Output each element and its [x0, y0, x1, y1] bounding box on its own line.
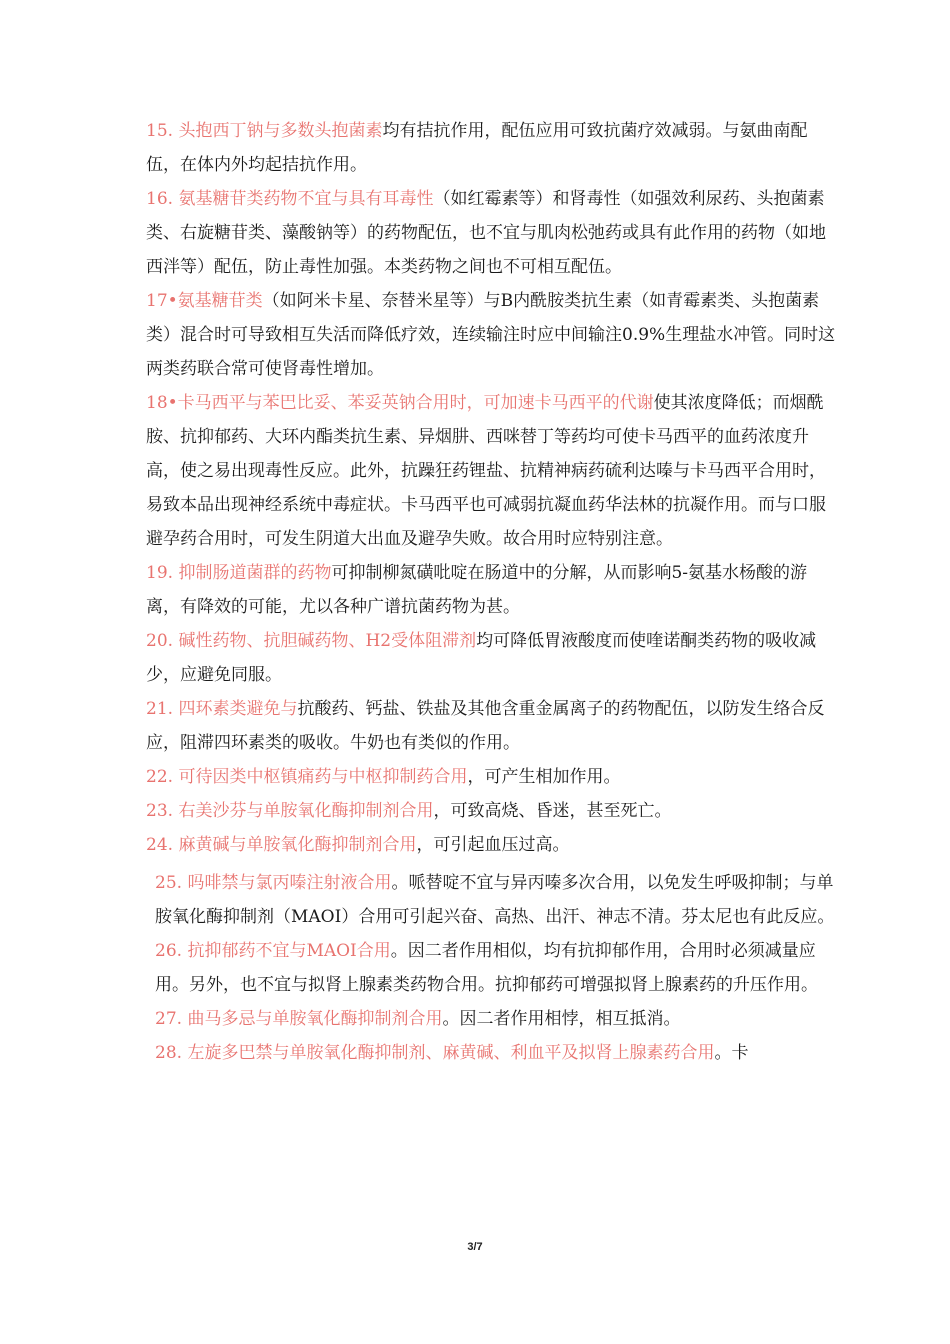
paragraph-20-text: 均可降低胃液酸度而使喹诺酮类药物的吸收减少，应避免同服。	[146, 631, 817, 685]
paragraph-28-text: 。卡	[714, 1043, 749, 1063]
paragraph-17-highlight: 17•氨基糖苷类	[146, 291, 263, 311]
paragraph-24-highlight: 24. 麻黄碱与单胺氧化酶抑制剂合用	[146, 835, 417, 855]
paragraph-28-highlight: 28. 左旋多巴禁与单胺氧化酶抑制剂、麻黄碱、利血平及拟肾上腺素药合用	[155, 1043, 715, 1063]
paragraph-25-highlight: 25. 吗啡禁与氯丙嗪注射液合用	[155, 873, 392, 893]
paragraph-20	[146, 624, 836, 692]
paragraph-26	[146, 934, 836, 1002]
paragraph-18-text: 使其浓度降低；而烟酰胺、抗抑郁药、大环内酯类抗生素、异烟肼、西咪替丁等药均可使卡马西平的血药浓度升高，使之易出现毒性反应。此外，抗躁狂药锂盐、抗精神病药硫利达嗪与卡马西平合用时，易致本品出现神经系统中毒症状。卡马西平也可减弱抗凝血药华法林的抗凝作用。而与口服避孕药合用时，可发生阴道大出血及避孕失败。故合用时应特别注意。	[146, 393, 826, 549]
paragraph-15-text: 均有拮抗作用，配伍应用可致抗菌疗效减弱。与氨曲南配伍，在体内外均起拮抗作用。	[146, 121, 808, 175]
paragraph-23	[146, 794, 836, 828]
paragraph-21-text: 抗酸药、钙盐、铁盐及其他含重金属离子的药物配伍，以防发生络合反应，阻滞四环素类的吸收。牛奶也有类似的作用。	[146, 699, 825, 753]
paragraph-17	[146, 284, 836, 386]
paragraph-24-text: ，可引起血压过高。	[416, 835, 570, 855]
paragraph-19-highlight: 19. 抑制肠道菌群的药物	[146, 563, 332, 583]
paragraph-24	[146, 828, 836, 862]
paragraph-27-text: 。因二者作用相悖，相互抵消。	[442, 1009, 681, 1029]
paragraph-15	[146, 114, 836, 182]
page-number: 3/7	[467, 1241, 483, 1253]
paragraph-16	[146, 182, 836, 284]
paragraph-19	[146, 556, 836, 624]
paragraph-21	[146, 692, 836, 760]
paragraph-22-text: ，可产生相加作用。	[467, 767, 621, 787]
paragraph-27	[146, 1002, 836, 1036]
paragraph-26-text: 。因二者作用相似，均有抗抑郁作用，合用时必须减量应用。另外，也不宜与拟肾上腺素类药物合用。抗抑郁药可增强拟肾上腺素药的升压作用。	[155, 941, 818, 995]
paragraph-25-text: 。哌替啶不宜与异丙嗪多次合用，以免发生呼吸抑制；与单胺氧化酶抑制剂（MAOI）合用可引起兴奋、高热、出汗、神志不清。芬太尼也有此反应。	[155, 873, 835, 927]
paragraph-27-highlight: 27. 曲马多忌与单胺氧化酶抑制剂合用	[155, 1009, 443, 1029]
paragraph-16-highlight: 16. 氨基糖苷类药物不宜与具有耳毒性	[146, 189, 434, 209]
paragraph-17-text: （如阿米卡星、奈替米星等）与B内酰胺类抗生素（如青霉素类、头抱菌素类）混合时可导致相互失活而降低疗效，连续输注时应中间输注0.9%生理盐水冲管。同时这两类药联合常可使肾毒性增加。	[146, 291, 836, 379]
paragraph-20-highlight: 20. 碱性药物、抗胆碱药物、H2受体阻滞剂	[146, 631, 477, 651]
paragraph-28	[146, 1036, 836, 1070]
paragraph-16-text: （如红霉素等）和肾毒性（如强效利尿药、头抱菌素类、右旋糖苷类、藻酸钠等）的药物配伍，也不宜与肌肉松弛药或具有此作用的药物（如地西泮等）配伍，防止毒性加强。本类药物之间也不可相互配伍。	[146, 189, 826, 277]
paragraph-19-text: 可抑制柳氮磺吡啶在肠道中的分解，从而影响5-氨基水杨酸的游离，有降效的可能，尤以各种广谱抗菌药物为甚。	[146, 563, 808, 617]
paragraph-22-highlight: 22. 可待因类中枢镇痛药与中枢抑制药合用	[146, 767, 468, 787]
paragraph-23-highlight: 23. 右美沙芬与单胺氧化酶抑制剂合用	[146, 801, 434, 821]
paragraph-18	[146, 386, 836, 556]
paragraph-22	[146, 760, 836, 794]
paragraph-15-highlight: 15. 头抱西丁钠与多数头抱菌素	[146, 121, 383, 141]
paragraph-26-highlight: 26. 抗抑郁药不宜与MAOI合用	[155, 941, 391, 961]
paragraph-23-text: ，可致高烧、昏迷，甚至死亡。	[433, 801, 672, 821]
document-body	[146, 114, 836, 1070]
paragraph-18-highlight: 18•卡马西平与苯巴比妥、苯妥英钠合用时，可加速卡马西平的代谢	[146, 393, 654, 413]
paragraph-25	[146, 866, 836, 934]
paragraph-21-highlight: 21. 四环素类避免与	[146, 699, 298, 719]
